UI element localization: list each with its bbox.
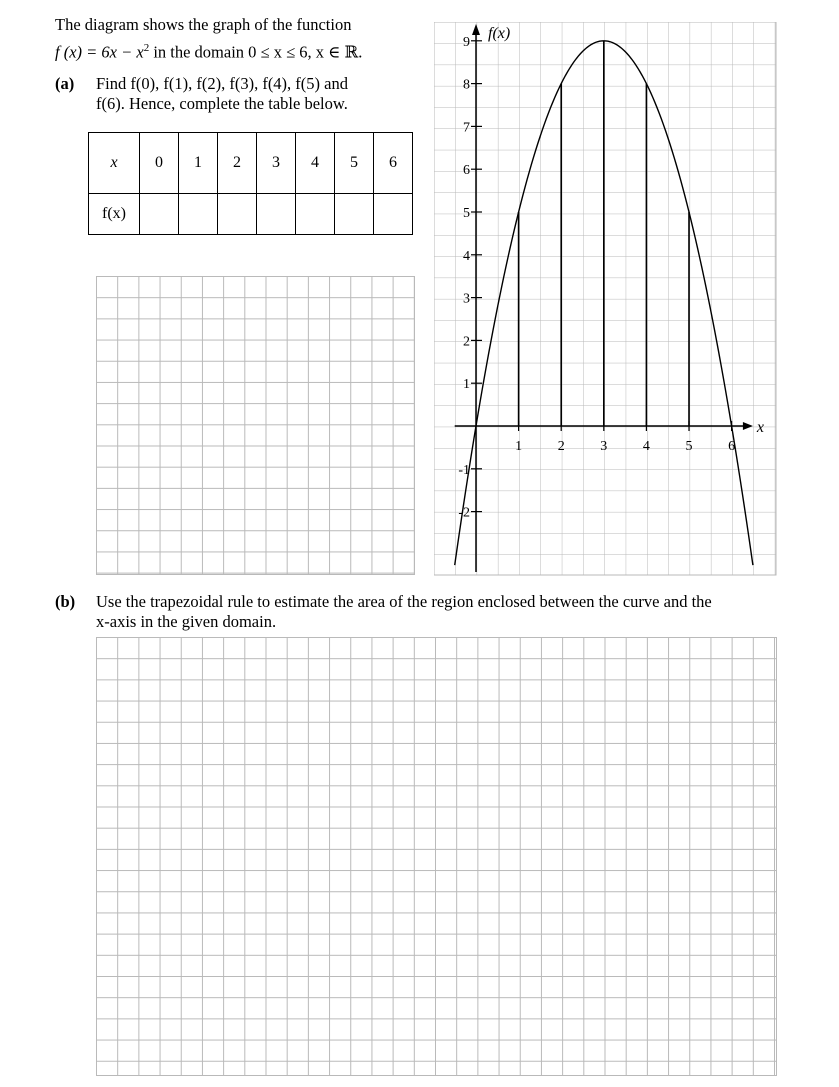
part-b-label: (b)	[55, 592, 76, 611]
x-tick-label: 4	[642, 439, 650, 454]
x-tick-label: 5	[685, 439, 693, 454]
x-header: x	[89, 133, 140, 194]
answer-grid-a[interactable]	[96, 276, 415, 575]
x-cell: 4	[296, 133, 335, 194]
y-tick-label: 1	[463, 377, 470, 393]
x-row	[89, 133, 413, 194]
x-axis-label: x	[756, 419, 765, 436]
answer-grid-b[interactable]	[96, 637, 777, 1076]
x-cell: 3	[257, 133, 296, 194]
x-tick-label: 1	[515, 439, 523, 454]
part-a-line2: f(6). Hence, complete the table below.	[96, 94, 348, 113]
x-cell: 6	[374, 133, 413, 194]
x-cell: 0	[140, 133, 179, 194]
fx-answer-cell[interactable]	[218, 194, 257, 235]
graph-grid	[434, 22, 776, 575]
fx-header: f(x)	[89, 194, 140, 235]
y-tick-label: 5	[463, 206, 470, 221]
y-tick-label: 9	[463, 34, 470, 50]
function-expression: f (x) = 6x − x	[55, 42, 144, 62]
fx-answer-cell[interactable]	[335, 194, 374, 235]
y-tick-label: 4	[463, 248, 470, 264]
y-tick-label: 6	[463, 163, 470, 179]
y-tick-label: 2	[463, 334, 470, 350]
y-tick-label: -2	[458, 505, 470, 521]
function-domain: in the domain 0 ≤ x ≤ 6, x ∈ ℝ.	[153, 42, 363, 62]
value-table	[88, 132, 413, 235]
part-b-line2: x-axis in the given domain.	[96, 612, 277, 631]
y-axis-label: f(x)	[488, 25, 511, 42]
y-tick-label: 3	[463, 291, 470, 307]
x-tick-label: 3	[600, 439, 608, 454]
part-a-line1: Find f(0), f(1), f(2), f(3), f(4), f(5) and	[96, 74, 348, 93]
part-a-label: (a)	[55, 74, 75, 93]
fx-answer-cell[interactable]	[374, 194, 413, 235]
y-tick-label: 8	[463, 77, 470, 93]
function-definition	[55, 38, 362, 63]
fx-answer-cell[interactable]	[179, 194, 218, 235]
function-exponent: 2	[143, 42, 150, 54]
x-cell: 5	[335, 133, 374, 194]
fx-answer-cell[interactable]	[257, 194, 296, 235]
x-tick-label: 6	[728, 439, 736, 454]
function-graph	[434, 22, 779, 578]
fx-answer-cell[interactable]	[296, 194, 335, 235]
intro-line: The diagram shows the graph of the function	[55, 15, 352, 34]
y-tick-label: -1	[458, 462, 470, 478]
part-b-line1: Use the trapezoidal rule to estimate the area of the region enclosed between the curve and the	[96, 592, 712, 611]
y-tick-label: 7	[463, 120, 470, 136]
x-cell: 1	[179, 133, 218, 194]
x-cell: 2	[218, 133, 257, 194]
fx-row	[89, 194, 413, 235]
x-tick-label: 2	[557, 439, 565, 454]
fx-answer-cell[interactable]	[140, 194, 179, 235]
